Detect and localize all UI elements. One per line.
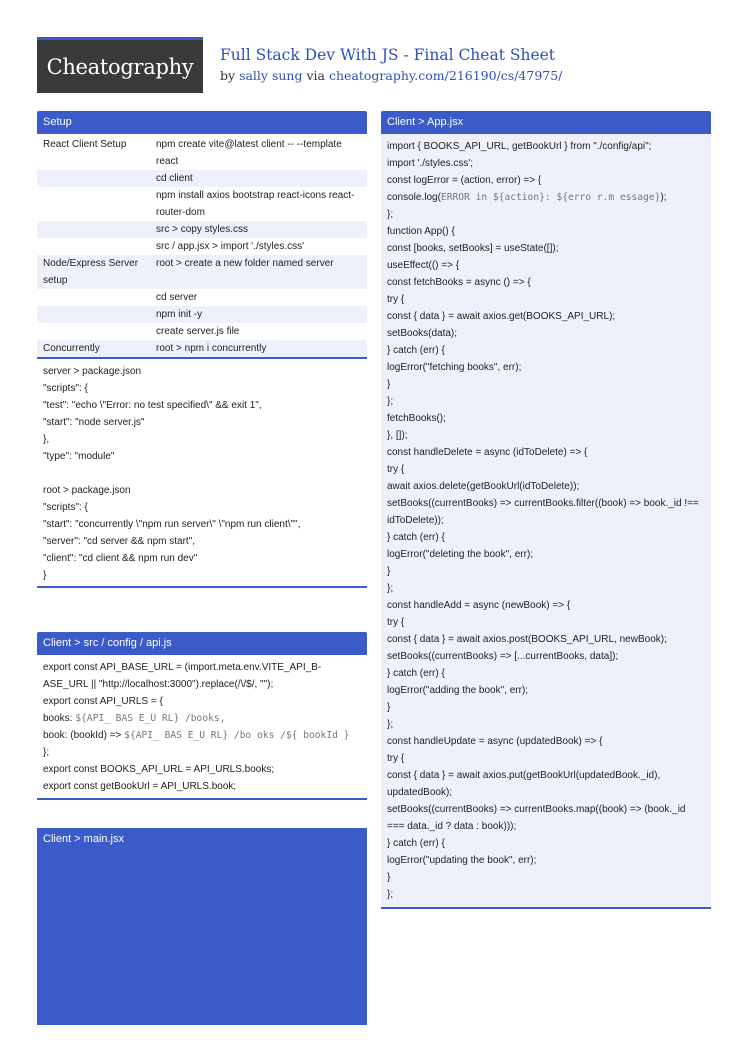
row-value: create server.js file (156, 326, 240, 337)
code-line: }; (387, 396, 394, 407)
via-word: via (306, 68, 325, 83)
template-literal: ${API_ BAS E_U RL} /books, (75, 713, 226, 724)
sheet-url-link[interactable]: cheatography.com/216190/cs/47975/ (328, 68, 563, 83)
table-row (37, 221, 367, 238)
row-value: src / app.jsx > import './styles.css' (156, 241, 305, 252)
code-line: useEffect(() => { (387, 260, 460, 271)
code-line: export const API_BASE_URL = (import.meta.env.VITE_API_B-ASE_URL || "http://localhost:3000").replace(/\/$/, ""); (43, 662, 322, 690)
code-line: try { (387, 617, 405, 628)
table-row (37, 187, 367, 221)
code-line: } (43, 570, 47, 581)
api-box (37, 632, 367, 800)
code-line: logError("adding the book", err); (387, 685, 529, 696)
table-row (37, 170, 367, 187)
row-label: Node/Express Server setup (43, 258, 139, 286)
code-text: ); (660, 192, 667, 203)
code-line: "start": "node server.js" (43, 417, 145, 428)
code-line (387, 189, 705, 206)
code-line: logError("fetching books", err); (387, 362, 522, 373)
app-heading: Client > App.jsx (381, 111, 711, 134)
code-line: try { (387, 753, 405, 764)
code-line: } (387, 872, 391, 883)
row-label (37, 170, 156, 187)
code-line: } (387, 702, 391, 713)
code-line (43, 710, 361, 727)
setup-heading: Setup (37, 111, 367, 134)
code-line: "test": "echo \"Error: no test specified\" && exit 1", (43, 400, 262, 411)
code-line: const [books, setBooks] = useState([]); (387, 243, 559, 254)
template-literal: ${API_ BAS E_U RL} /bo oks /${ bookId } (124, 730, 350, 741)
code-line: try { (387, 294, 405, 305)
table-row (37, 340, 367, 357)
table-row (37, 306, 367, 323)
code-line: "server": "cd server && npm start", (43, 536, 196, 547)
code-line: "scripts": { (43, 502, 88, 513)
code-line: function App() { (387, 226, 455, 237)
code-line: } catch (err) { (387, 838, 445, 849)
code-line: try { (387, 464, 405, 475)
table-row (37, 289, 367, 306)
code-line: }; (387, 583, 394, 594)
row-label (37, 221, 156, 238)
code-line: const handleDelete = async (idToDelete) => { (387, 447, 588, 458)
code-line: "client": "cd client && npm run dev" (43, 553, 198, 564)
row-value: cd server (156, 292, 198, 303)
code-line: setBooks((currentBooks) => [...currentBooks, data]); (387, 651, 619, 662)
page-title[interactable]: Full Stack Dev With JS - Final Cheat Sheet (220, 46, 556, 64)
code-line: fetchBooks(); (387, 413, 446, 424)
row-label (37, 306, 156, 323)
code-line: setBooks((currentBooks) => currentBooks.map((book) => (book._id === data._id ? data : book))); (387, 804, 686, 832)
main-heading: Client > main.jsx (37, 828, 367, 851)
row-value: cd client (156, 173, 193, 184)
row-label (37, 323, 156, 340)
code-line: } (387, 566, 391, 577)
code-line: }; (43, 747, 50, 758)
setup-box (37, 111, 367, 588)
table-row (37, 255, 367, 289)
row-value: src > copy styles.css (156, 224, 248, 235)
row-label (37, 289, 156, 306)
row-label: Concurrently (43, 343, 100, 354)
code-line: const fetchBooks = async () => { (387, 277, 531, 288)
cheatography-logo[interactable]: Cheatography (37, 37, 203, 93)
code-line: "scripts": { (43, 383, 88, 394)
template-literal: ERROR in ${action}: ${erro r.m essage} (440, 192, 661, 203)
code-line (43, 465, 361, 482)
app-box (381, 111, 711, 909)
table-row (37, 238, 367, 255)
code-line: }, (43, 434, 50, 445)
row-value: root > npm i concurrently (156, 343, 267, 354)
code-line: server > package.json (43, 366, 142, 377)
code-text: books: (43, 713, 76, 724)
by-prefix: by (220, 68, 236, 83)
header (37, 37, 713, 93)
app-code (381, 134, 711, 907)
code-line: export const BOOKS_API_URL = API_URLS.books; (43, 764, 275, 775)
code-line: } catch (err) { (387, 668, 445, 679)
table-row (37, 136, 367, 170)
code-line: import { BOOKS_API_URL, getBookUrl } from "./config/api"; (387, 141, 652, 152)
table-row (37, 323, 367, 340)
code-line: const logError = (action, error) => { (387, 175, 542, 186)
row-label (37, 187, 156, 221)
code-line: setBooks((currentBooks) => currentBooks.filter((book) => book._id !== idToDelete)); (387, 498, 699, 526)
code-line: logError("updating the book", err); (387, 855, 537, 866)
byline (220, 68, 562, 83)
row-value: npm init -y (156, 309, 203, 320)
code-line: import './styles.css'; (387, 158, 474, 169)
code-line: logError("deleting the book", err); (387, 549, 534, 560)
code-line: const handleUpdate = async (updatedBook) => { (387, 736, 603, 747)
code-line: const { data } = await axios.get(BOOKS_API_URL); (387, 311, 616, 322)
code-line: const handleAdd = async (newBook) => { (387, 600, 571, 611)
code-line: root > package.json (43, 485, 131, 496)
row-label: React Client Setup (43, 139, 127, 150)
code-text: console.log( (387, 192, 441, 203)
code-line: } catch (err) { (387, 345, 445, 356)
author-link[interactable]: sally sung (239, 68, 303, 83)
code-text: book: (bookId) => (43, 730, 125, 741)
code-line: "type": "module" (43, 451, 115, 462)
code-line: await axios.delete(getBookUrl(idToDelete)); (387, 481, 580, 492)
code-line: setBooks(data); (387, 328, 458, 339)
code-line: } (387, 379, 391, 390)
code-line (43, 727, 361, 744)
code-line: export const API_URLS = { (43, 696, 163, 707)
code-line: const { data } = await axios.put(getBookUrl(updatedBook._id), updatedBook); (387, 770, 661, 798)
code-line: } catch (err) { (387, 532, 445, 543)
code-line: }; (387, 719, 394, 730)
row-value: npm install axios bootstrap react-icons react-router-dom (156, 190, 355, 218)
code-line: const { data } = await axios.post(BOOKS_API_URL, newBook); (387, 634, 667, 645)
setup-notes (37, 357, 367, 586)
setup-table (37, 134, 367, 357)
row-value: npm create vite@latest client -- --template react (156, 139, 342, 167)
api-code (37, 655, 367, 798)
code-line: "start": "concurrently \"npm run server\" \"npm run client\"", (43, 519, 301, 530)
main-box (37, 828, 367, 1025)
row-value: root > create a new folder named server (156, 258, 334, 269)
code-line: }; (387, 209, 394, 220)
code-line: export const getBookUrl = API_URLS.book; (43, 781, 237, 792)
api-heading: Client > src / config / api.js (37, 632, 367, 655)
code-line: }; (387, 889, 394, 900)
row-label (37, 238, 156, 255)
code-line: }, []); (387, 430, 408, 441)
